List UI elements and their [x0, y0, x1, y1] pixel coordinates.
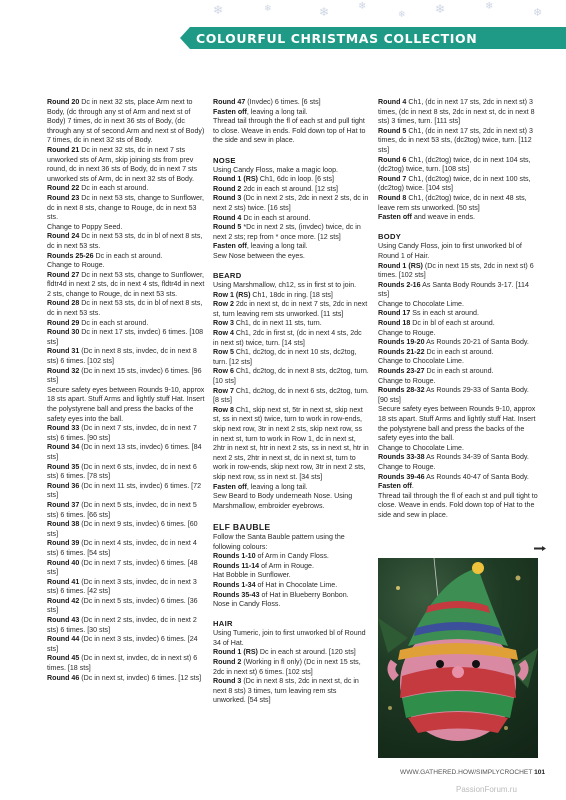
watermark: PassionForum.ru	[456, 785, 517, 794]
instruction-text: Thread tail through the fl of each st and pull tight to close. Weave in ends. Fold down top of Hat to the side and sew in place.	[213, 117, 366, 145]
instruction-line	[47, 578, 205, 597]
instruction-line	[378, 338, 538, 348]
instruction-label: Round 6	[378, 155, 407, 164]
instruction-line	[213, 552, 369, 562]
instruction-line	[47, 520, 205, 539]
instruction-text: Ch1, (dc in next 17 sts, 2dc in next st) 3 times, (dc in next 8 sts, 2dc in next st, dc in next 8 sts) 3 times, turn. [111 sts]	[378, 98, 535, 126]
instruction-text: 2dc in each st around. [12 sts]	[241, 184, 338, 193]
instruction-text: Dc in each st around.	[424, 367, 494, 376]
instruction-line	[213, 483, 369, 493]
hair-section	[213, 629, 369, 706]
instruction-line	[378, 262, 538, 281]
instruction-line	[213, 300, 369, 319]
instruction-line	[47, 319, 205, 329]
instruction-label: Round 1 (RS)	[378, 261, 423, 270]
instruction-text: Ch1, skip next st, 5tr in next st, skip next st, ss in next st) twice, turn to work in row-ends, skip next row, 3tr in next 2 sts, skip next row, ss in next st, turn to work in Row 1, dc in next st, 2htr in next st, htr in next 2 sts, ss in next st, htr in next 2 sts, 2htr in next st, dc in next st, turn to work in row-ends, skip next row, 3tr in next 2 sts, skip next row, ss in next st. [34 sts]	[213, 405, 369, 481]
instruction-line	[47, 635, 205, 654]
instruction-text: Dc in each st around.	[79, 318, 149, 327]
instruction-line	[378, 213, 538, 223]
instruction-text: Change to Rouge.	[378, 462, 436, 471]
instruction-line	[213, 629, 369, 648]
instruction-line	[378, 242, 538, 261]
instruction-text: (Dc in next 2 sts, 2dc in next 2 sts, dc in next 2 sts) twice. [16 sts]	[213, 194, 369, 212]
instruction-text: Dc in next 53 sts, change to Sunflower, dc in next 8 sts, change to Rouge, dc in next 53 sts.	[47, 193, 204, 222]
instruction-line	[213, 348, 369, 367]
instruction-line	[213, 281, 369, 291]
instruction-line	[47, 194, 205, 223]
instruction-label: Round 5	[378, 126, 407, 135]
footer-url: WWW.GATHERED.HOW/SIMPLYCROCHET	[400, 769, 533, 776]
instruction-label: Round 4	[378, 98, 407, 106]
instruction-label: Fasten off	[213, 107, 247, 116]
instruction-line	[378, 175, 538, 194]
instruction-line	[213, 319, 369, 329]
instruction-line	[213, 591, 369, 601]
instruction-line	[213, 367, 369, 386]
instruction-text: Using Candy Floss, make a magic loop.	[213, 165, 338, 174]
instruction-text: (Dc in next 5 sts, invdec, dc in next 5 sts) 6 times. [66 sts]	[47, 500, 197, 519]
instruction-text: (Dc in next 8 sts, invdec, dc in next 8 sts) 6 times. [102 sts]	[47, 347, 197, 366]
instruction-line	[378, 300, 538, 310]
instruction-line	[378, 357, 538, 367]
instruction-line	[213, 166, 369, 176]
instruction-text: Ch1, dc2tog, dc in next 10 sts, dc2tog, turn. [12 sts]	[213, 348, 357, 366]
instruction-line	[47, 98, 205, 146]
instruction-line	[213, 600, 369, 610]
snowflake-icon: ❄	[398, 9, 406, 19]
instruction-text: (Dc in next st, invdec, dc in next st) 6 times. [18 sts]	[47, 654, 198, 673]
instruction-text: *Dc in next 2 sts, (invdec) twice, dc in next 2 sts; rep from * once more. [12 sts]	[213, 223, 361, 241]
beard-heading: BEARD	[213, 271, 242, 281]
instruction-line	[47, 347, 205, 366]
instruction-label: Round 1 (RS)	[213, 648, 258, 657]
column-1	[47, 98, 205, 683]
instruction-label: Rounds 35-43	[213, 590, 260, 599]
instruction-label: Round 41	[47, 577, 80, 586]
instruction-line	[378, 348, 538, 358]
instruction-line	[47, 386, 205, 424]
instruction-line	[213, 658, 369, 677]
instruction-line	[378, 194, 538, 213]
instruction-line	[47, 232, 205, 251]
instruction-text: Ch1, 6dc in loop. [6 sts]	[257, 175, 335, 184]
elf-bauble-heading: ELF BAUBLE	[213, 521, 271, 532]
instruction-line	[378, 444, 538, 454]
instruction-line	[378, 377, 538, 387]
beard-section	[213, 281, 369, 511]
instruction-line	[47, 328, 205, 347]
instruction-label: Round 47	[213, 98, 246, 106]
instruction-line	[47, 184, 205, 194]
hair-heading: HAIR	[213, 619, 233, 629]
instruction-line	[213, 406, 369, 483]
instruction-line	[213, 648, 369, 658]
footer	[400, 768, 546, 778]
instruction-label: Round 8	[378, 193, 407, 202]
instruction-label: Rounds 1-10	[213, 552, 256, 561]
instruction-line	[213, 387, 369, 406]
instruction-text: Dc in each st around.	[241, 213, 311, 222]
instruction-label: Row 4	[213, 329, 234, 338]
instruction-line	[47, 299, 205, 318]
instruction-label: Rounds 19-20	[378, 338, 425, 347]
body-section	[378, 242, 538, 520]
instruction-text: Change to Rouge.	[378, 376, 436, 385]
body-heading: BODY	[378, 232, 402, 242]
instruction-line	[213, 571, 369, 581]
instruction-label: Rounds 23-27	[378, 367, 425, 376]
instruction-line	[47, 539, 205, 558]
instruction-label: Row 2	[213, 300, 234, 309]
instruction-text: (Dc in next 3 sts, invdec) 6 times. [24 sts]	[47, 635, 198, 653]
instruction-line	[378, 482, 538, 492]
instruction-label: Round 18	[378, 319, 411, 328]
elf-bauble-section	[213, 533, 369, 610]
instruction-text: (Dc in next 3 sts, invdec, dc in next 3 sts) 6 times. [42 sts]	[47, 577, 197, 596]
instruction-line	[47, 482, 205, 501]
instruction-label: Round 22	[47, 184, 80, 193]
instruction-line	[213, 581, 369, 591]
nose-heading: NOSE	[213, 155, 236, 165]
instruction-text: Ch1, 2dc in first st, (dc in next 4 sts, 2dc in next st) twice, turn. [14 sts]	[213, 329, 362, 347]
instruction-line	[47, 674, 205, 684]
instruction-label: Round 36	[47, 481, 80, 490]
instruction-text: Dc in next 53 sts, dc in bl of next 8 sts, dc in next 53 sts.	[47, 232, 203, 250]
instruction-label: Round 27	[47, 270, 80, 279]
instruction-text: Using Tumeric, join to first unworked bl of Round 34 of Hat.	[213, 629, 366, 647]
instruction-line	[47, 616, 205, 635]
instruction-line	[47, 597, 205, 616]
instruction-label: Rounds 2-16	[378, 280, 421, 289]
instruction-text: of Arm in Candy Floss.	[255, 552, 329, 561]
instruction-label: Round 29	[47, 318, 80, 327]
instruction-label: Round 42	[47, 596, 80, 605]
snowflake-icon: ❄	[485, 1, 494, 12]
instruction-line	[378, 98, 538, 127]
instruction-text: Secure safety eyes between Rounds 9-10, approx 18 sts apart. Stuff Arms and lightly stuff Hat. Insert the polystyrene ball and press the backs of the safety eyes into the ball.	[47, 385, 205, 423]
instruction-text: Thread tail through the fl of each st and pull tight to close. Weave in ends. Fold down top of Hat to the side and sew in place.	[378, 491, 538, 519]
instruction-line	[213, 185, 369, 195]
instruction-text: Using Candy Floss, join to first unworked bl of Round 1 of Hair.	[378, 242, 522, 260]
continue-arrow-icon	[534, 546, 546, 551]
instruction-text: (Dc in next st, invdec) 6 times. [12 sts]	[79, 673, 202, 682]
instruction-text: of Hat in Blueberry Bonbon.	[259, 590, 349, 599]
instruction-text: As Rounds 29-33 of Santa Body. [90 sts]	[378, 386, 529, 404]
instruction-text: (Dc in next 7 sts, invdec, dc in next 7 sts) 6 times. [90 sts]	[47, 424, 197, 442]
instruction-text: (Invdec) 6 times. [6 sts]	[245, 98, 321, 106]
instruction-label: Rounds 33-38	[378, 453, 425, 462]
instruction-label: Round 5	[213, 223, 242, 232]
instruction-line	[213, 175, 369, 185]
instruction-line	[213, 291, 369, 301]
instruction-text: As Rounds 40-47 of Santa Body.	[424, 472, 529, 481]
instruction-text: (Dc in next 9 sts, invdec) 6 times. [60 sts]	[47, 520, 198, 538]
instruction-label: Row 7	[213, 386, 234, 395]
instruction-text: As Rounds 20-21 of Santa Body.	[424, 338, 529, 347]
instruction-text: and weave in ends.	[411, 213, 476, 222]
snowflake-icon: ❄	[533, 7, 543, 19]
instruction-line	[378, 473, 538, 483]
elf-bauble-photo	[378, 558, 538, 758]
instruction-text: Change to Chocolate Lime.	[378, 443, 464, 452]
instruction-text: Dc in each st around.	[424, 347, 494, 356]
instruction-label: Round 7	[378, 174, 407, 183]
instruction-line	[47, 261, 205, 271]
instruction-line	[47, 223, 205, 233]
instruction-label: Rounds 1-34	[213, 580, 256, 589]
instruction-label: Round 17	[378, 309, 411, 318]
instruction-text: (Dc in next 8 sts, 2dc in next st, dc in next 8 sts) 3 times, turn leaving rem sts unworked. [54 sts]	[213, 677, 359, 705]
instruction-text: .	[411, 482, 414, 491]
instruction-text: Ss in each st around.	[410, 309, 479, 318]
snowflake-icon: ❄	[435, 2, 446, 16]
instruction-text: Hat Bobble in Sunflower.	[213, 571, 291, 580]
page-title: COLOURFUL CHRISTMAS COLLECTION	[196, 31, 478, 46]
snowflake-icon: ❄	[319, 5, 330, 19]
instruction-text: Ch1, dc2tog, dc in next 6 sts, dc2tog, turn. [8 sts]	[213, 386, 369, 405]
instruction-text: Ch1, (dc2tog) twice, dc in next 48 sts, leave rem sts unworked. [50 sts]	[378, 193, 527, 212]
instruction-text: Sew Beard to Body underneath Nose. Using Marshmallow, embroider eyebrows.	[213, 492, 353, 510]
instruction-line	[213, 252, 369, 262]
instruction-line	[213, 223, 369, 242]
instruction-line	[378, 319, 538, 329]
column-3	[378, 98, 538, 521]
instruction-label: Round 4	[213, 213, 242, 222]
instruction-text: Dc in next 53 sts, change to Sunflower, fldtr4d in next 2 sts, dc in next 4 sts, fldtr4d in next 2 sts, change to Rouge, dc in next 53 sts.	[47, 270, 205, 298]
instruction-text: , leaving a long tail.	[246, 482, 308, 491]
instruction-text: Dc in next 32 sts, dc in next 7 sts unworked sts of Arm, skip joining sts from prev round, dc in next 36 sts of Body, dc in next 7 sts unworked sts of Arm, dc in next 32 sts of Body.	[47, 145, 198, 183]
instruction-line	[47, 443, 205, 462]
instruction-label: Round 34	[47, 443, 80, 452]
instruction-label: Round 38	[47, 520, 80, 529]
instruction-text: of Arm in Rouge.	[259, 561, 314, 570]
instruction-line	[47, 424, 205, 443]
instruction-label: Row 1 (RS)	[213, 290, 251, 299]
instruction-label: Rounds 21-22	[378, 347, 425, 356]
instruction-text: Dc in each st around.	[79, 184, 149, 193]
snowflake-decoration	[0, 0, 566, 30]
instruction-line	[378, 463, 538, 473]
elf-bauble-illustration	[378, 558, 538, 758]
instruction-text: Dc in each st around. [120 sts]	[257, 648, 356, 657]
instruction-line	[378, 367, 538, 377]
instruction-line	[378, 281, 538, 300]
instruction-line	[213, 98, 369, 108]
instruction-text: , leaving a long tail.	[246, 242, 308, 251]
instruction-line	[378, 453, 538, 463]
instruction-label: Fasten off	[378, 213, 412, 222]
instruction-label: Row 8	[213, 405, 234, 414]
instruction-line	[47, 501, 205, 520]
instruction-text: Ch1, 18dc in ring. [18 sts]	[250, 290, 333, 299]
instruction-line	[47, 146, 205, 184]
instruction-text: 2dc in next st, dc in next 7 sts, 2dc in next st, turn leaving rem sts unworked. [11 sts]	[213, 300, 368, 318]
instruction-label: Round 23	[47, 193, 80, 202]
instruction-text: (Dc in next 15 sts, invdec) 6 times. [96 sts]	[47, 366, 202, 385]
instruction-text: Ch1, dc2tog, dc in next 8 sts, dc2tog, turn. [10 sts]	[213, 367, 369, 386]
instruction-text: Dc in bl of each st around.	[410, 319, 495, 328]
instruction-line	[213, 117, 369, 146]
instruction-label: Rounds 39-46	[378, 472, 425, 481]
snowflake-icon: ❄	[264, 3, 272, 13]
instruction-label: Round 45	[47, 654, 80, 663]
instruction-line	[47, 271, 205, 300]
page-number: 101	[534, 769, 546, 776]
instruction-label: Round 33	[47, 424, 80, 433]
instruction-text: Ch1, (dc2tog) twice, dc in next 100 sts, (dc2tog) twice. [104 sts]	[378, 174, 531, 193]
instruction-label: Rounds 28-32	[378, 386, 425, 395]
instruction-text: (Dc in next 15 sts, 2dc in next st) 6 times. [102 sts]	[378, 261, 534, 280]
instruction-line	[213, 242, 369, 252]
instruction-label: Round 44	[47, 635, 80, 644]
instruction-text: (Dc in next 5 sts, invdec) 6 times. [36 sts]	[47, 596, 198, 615]
instruction-label: Fasten off	[378, 482, 412, 491]
instruction-text: Change to Rouge.	[378, 328, 436, 337]
instruction-line	[213, 533, 369, 552]
snowflake-icon: ❄	[358, 1, 367, 12]
instruction-text: (Dc in next 13 sts, invdec) 6 times. [84 sts]	[47, 443, 202, 461]
instruction-label: Round 37	[47, 500, 80, 509]
instruction-text: Using Marshmallow, ch12, ss in first st to join.	[213, 281, 357, 290]
instruction-line	[378, 405, 538, 443]
instruction-label: Rounds 11-14	[213, 561, 260, 570]
instruction-label: Round 32	[47, 366, 80, 375]
snowflake-icon: ❄	[213, 3, 224, 17]
instruction-label: Round 2	[213, 184, 242, 193]
instruction-text: Ch1, dc in next 11 sts, turn.	[233, 319, 322, 328]
instruction-label: Rounds 25-26	[47, 251, 94, 260]
instruction-text: (Dc in next 11 sts, invdec) 6 times. [72 sts]	[47, 481, 202, 500]
instruction-line	[378, 329, 538, 339]
instruction-line	[213, 677, 369, 706]
instruction-line	[213, 329, 369, 348]
instruction-text: Nose in Candy Floss.	[213, 600, 281, 609]
instruction-line	[378, 492, 538, 521]
instruction-label: Row 5	[213, 348, 234, 357]
instruction-label: Fasten off	[213, 482, 247, 491]
instruction-line	[213, 562, 369, 572]
instruction-label: Round 43	[47, 616, 80, 625]
instruction-line	[47, 367, 205, 386]
instruction-line	[378, 386, 538, 405]
instruction-label: Round 28	[47, 299, 80, 308]
instruction-text: , leaving a long tail.	[246, 107, 308, 116]
instruction-text: (Dc in next 4 sts, invdec, dc in next 4 sts) 6 times. [54 sts]	[47, 539, 197, 557]
instruction-label: Round 46	[47, 673, 80, 682]
instruction-line	[47, 463, 205, 482]
instruction-line	[47, 559, 205, 578]
instruction-text: Change to Chocolate Lime.	[378, 357, 464, 366]
instruction-label: Round 40	[47, 558, 80, 567]
instruction-line	[378, 309, 538, 319]
instruction-line	[213, 214, 369, 224]
instruction-text: Change to Poppy Seed.	[47, 222, 123, 231]
column-2	[213, 98, 369, 706]
instruction-text: of Hat in Chocolate Lime.	[255, 580, 338, 589]
instruction-text: Dc in next 17 sts, invdec) 6 times. [108 sts]	[47, 328, 204, 346]
instruction-label: Round 1 (RS)	[213, 175, 258, 184]
instruction-line	[213, 194, 369, 213]
instruction-text: Secure safety eyes between Rounds 9-10, approx 18 sts apart. Stuff Arms and lightly stuff Hat. Insert the polystyrene ball and press the backs of the safety eyes into the ball.	[378, 405, 536, 443]
instruction-text: Dc in next 53 sts, dc in bl of next 8 sts, dc in next 53 sts.	[47, 299, 203, 318]
instruction-text: Change to Rouge.	[47, 261, 105, 270]
instruction-label: Round 30	[47, 328, 80, 337]
instruction-text: Dc in next 32 sts, place Arm next to Body, (dc through any st of Arm and next st of Body) 7 times, dc in next 36 sts of Body, (dc through any st of second Arm and next st of Body) 7 times, dc in next 32 sts of Body.	[47, 98, 205, 145]
instruction-label: Round 3	[213, 677, 242, 686]
instruction-label: Fasten off	[213, 242, 247, 251]
instruction-label: Row 6	[213, 367, 234, 376]
instruction-label: Row 3	[213, 319, 234, 328]
instruction-text: (Dc in next 2 sts, invdec, dc in next 2 sts) 6 times. [30 sts]	[47, 616, 197, 634]
instruction-text: Ch1, (dc2tog) twice, dc in next 104 sts, (dc2tog) twice, turn. [108 sts]	[378, 155, 531, 174]
instruction-text: Follow the Santa Bauble pattern using the following colours:	[213, 532, 345, 551]
instruction-label: Round 3	[213, 194, 242, 203]
instruction-line	[378, 127, 538, 156]
instruction-line	[47, 252, 205, 262]
hair-continued-section	[378, 98, 538, 223]
instruction-label: Round 21	[47, 145, 80, 154]
instruction-text: (Dc in next 7 sts, invdec) 6 times. [48 sts]	[47, 558, 198, 577]
hat-finish-section	[213, 98, 369, 146]
instruction-text: As Rounds 34-39 of Santa Body.	[424, 453, 529, 462]
instruction-text: Ch1, (dc in next 17 sts, 2dc in next st) 3 times, dc in next 53 sts, (dc2tog) twice, turn. [112 sts]	[378, 126, 533, 154]
instruction-label: Round 20	[47, 98, 80, 106]
instruction-text: Change to Chocolate Lime.	[378, 299, 464, 308]
instruction-line	[378, 156, 538, 175]
instruction-label: Round 24	[47, 232, 80, 241]
instruction-text: Dc in each st around.	[93, 251, 163, 260]
instruction-text: Sew Nose between the eyes.	[213, 251, 305, 260]
instruction-line	[213, 108, 369, 118]
instruction-text: (Working in fl only) (Dc in next 15 sts, 2dc in next st) 6 times. [102 sts]	[213, 658, 361, 676]
instruction-label: Round 39	[47, 539, 80, 548]
instruction-label: Round 31	[47, 347, 80, 356]
nose-section	[213, 166, 369, 262]
instruction-text: (Dc in next 6 sts, invdec, dc in next 6 sts) 6 times. [78 sts]	[47, 462, 197, 481]
instruction-text: As Santa Body Rounds 3-17. [114 sts]	[378, 280, 529, 299]
instruction-line	[213, 492, 369, 511]
instruction-label: Round 35	[47, 462, 80, 471]
instruction-line	[47, 654, 205, 673]
instruction-label: Round 2	[213, 658, 242, 667]
